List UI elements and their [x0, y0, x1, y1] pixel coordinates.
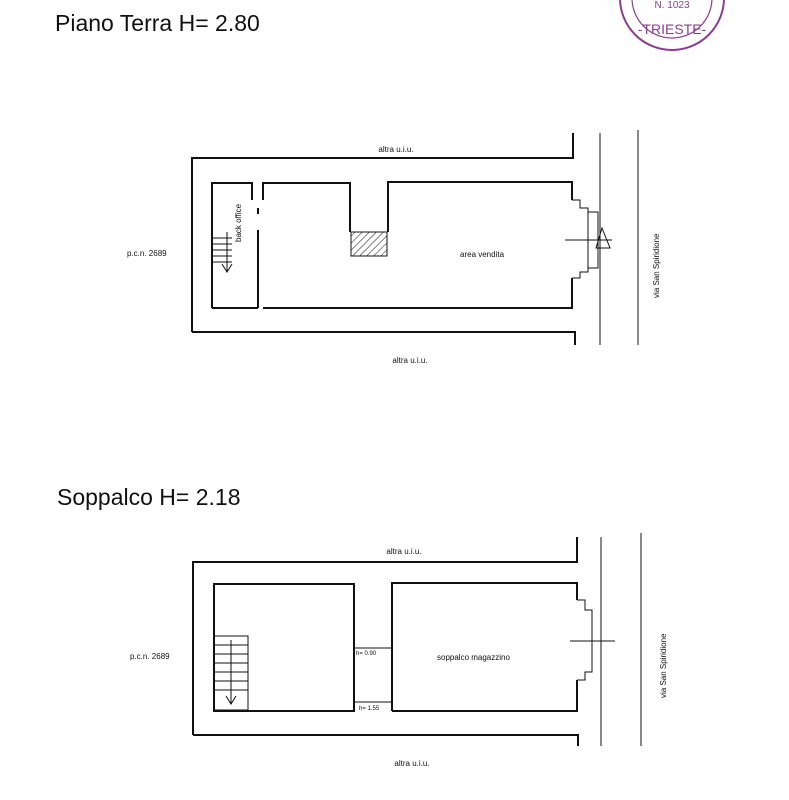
mezzanine-neighbor-bottom: altra u.i.u. — [394, 759, 430, 768]
ground-room-sales-area: area vendita — [460, 250, 505, 259]
stamp-number: N. 1023 — [654, 0, 690, 11]
ground-neighbor-top: altra u.i.u. — [378, 145, 414, 154]
ground-room-bottom-wall — [263, 278, 572, 308]
ground-column-hatched — [351, 232, 387, 256]
ground-outer-wall-bottom — [192, 332, 575, 345]
mezzanine-height-lower: h= 1.55 — [359, 706, 380, 712]
mezzanine-neighbor-top: altra u.i.u. — [386, 547, 422, 556]
ground-street-label: via San Spiridione — [652, 233, 661, 298]
mezzanine-plan — [57, 484, 668, 768]
ground-room-right-wall — [388, 182, 572, 232]
notary-stamp — [620, 0, 724, 50]
ground-entrance-step — [572, 200, 588, 278]
mezzanine-window-step — [577, 600, 592, 680]
mezzanine-outer-wall-top — [193, 537, 577, 735]
mezzanine-staircase — [214, 636, 248, 710]
mezzanine-title: Soppalco H= 2.18 — [57, 484, 241, 510]
mezzanine-storage-wall — [392, 583, 577, 711]
ground-room-left-wall — [263, 183, 350, 232]
ground-floor-title: Piano Terra H= 2.80 — [55, 10, 260, 36]
mezzanine-stair-room — [214, 584, 354, 711]
ground-staircase — [212, 232, 232, 272]
ground-floor-plan — [55, 10, 661, 365]
ground-parcel-label: p.c.n. 2689 — [127, 249, 167, 258]
ground-neighbor-bottom: altra u.i.u. — [392, 356, 428, 365]
mezzanine-storage-floor — [392, 680, 577, 711]
mezzanine-height-upper: h= 0.90 — [356, 651, 377, 657]
ground-back-office-wall — [212, 183, 252, 308]
mezzanine-outer-wall-bottom — [193, 735, 578, 746]
stamp-city: -TRIESTE- — [637, 21, 707, 37]
mezzanine-parcel-label: p.c.n. 2689 — [130, 652, 170, 661]
ground-room-back-office: back office — [234, 203, 243, 242]
mezzanine-street-label: via San Spiridione — [659, 633, 668, 698]
mezzanine-room-storage: soppalco magazzino — [437, 653, 510, 662]
